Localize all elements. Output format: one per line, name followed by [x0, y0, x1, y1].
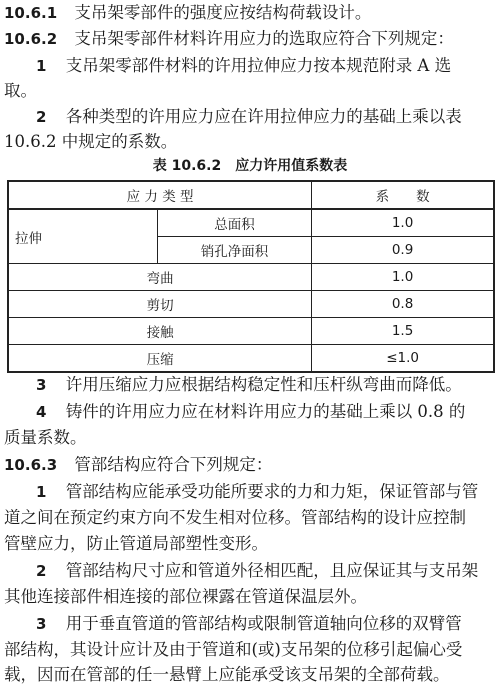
coef-value: ≤1.0 — [312, 345, 494, 373]
item-text: 许用压缩应力应根据结构稳定性和压杆纵弯曲而降低。 — [65, 375, 462, 394]
coef-value: 0.8 — [312, 291, 494, 318]
sub-label: 销孔净面积 — [157, 237, 311, 264]
clause-10-6-3-item-2-cont: 其他连接部件相连接的部位裸露在管道保温层外。 — [4, 587, 367, 606]
coef-value: 1.0 — [312, 264, 494, 291]
item-number: 2 — [36, 108, 47, 126]
coefficient-table — [7, 180, 495, 373]
clause-10-6-3-item-3-cont: 载，因而在管部的任一悬臂上应能承受该支吊架的全部荷载。 — [4, 665, 450, 684]
clause-10-6-3-item-1 — [36, 481, 500, 503]
item-text: 管部结构应能承受功能所要求的力和力矩，保证管部与管 — [65, 482, 479, 501]
clause-10-6-3 — [4, 454, 500, 476]
clause-10-6-2-item-1-cont: 取。 — [4, 81, 37, 100]
after-table-item-4-cont: 质量系数。 — [4, 428, 87, 447]
coef-value: 0.9 — [312, 237, 494, 264]
coef-value: 1.0 — [312, 209, 494, 237]
item-number: 4 — [36, 403, 47, 421]
clause-text: 管部结构应符合下列规定： — [74, 455, 273, 474]
table-caption: 表 10.6.2 应力许用值系数表 — [152, 158, 348, 174]
clause-10-6-3-item-1-cont: 道之间在预定约束方向不发生相对位移。管部结构的设计应控制 — [4, 508, 466, 527]
header-stress-type: 应 力 类 型 — [8, 181, 312, 209]
table-row — [8, 318, 494, 345]
clause-10-6-2 — [4, 28, 500, 50]
table-header-row — [8, 181, 494, 209]
clause-10-6-2-item-1 — [36, 55, 500, 77]
clause-number: 10.6.1 — [4, 4, 58, 22]
item-text: 各种类型的许用应力应在许用拉伸应力的基础上乘以表 — [65, 107, 462, 126]
clause-10-6-3-item-2 — [36, 560, 500, 582]
after-table-item-3 — [36, 374, 500, 396]
item-number: 1 — [36, 483, 47, 501]
item-text: 铸件的许用应力应在材料许用应力的基础上乘以 0.8 的 — [65, 402, 466, 421]
clause-10-6-2-item-2 — [36, 106, 500, 128]
item-number: 3 — [36, 615, 47, 633]
clause-10-6-3-item-3 — [36, 613, 500, 635]
row-label-tension: 拉伸 — [8, 209, 157, 264]
clause-10-6-3-item-3-cont: 部结构，其设计应计及由于管道和(或)支吊架的位移引起偏心受 — [4, 640, 463, 659]
table-row — [8, 345, 494, 373]
row-label: 压缩 — [8, 345, 312, 373]
row-label: 弯曲 — [8, 264, 312, 291]
after-table-item-4 — [36, 401, 500, 423]
clause-number: 10.6.3 — [4, 456, 58, 474]
clause-number: 10.6.2 — [4, 30, 58, 48]
row-label: 剪切 — [8, 291, 312, 318]
item-number: 1 — [36, 57, 47, 75]
row-label: 接触 — [8, 318, 312, 345]
item-number: 2 — [36, 562, 47, 580]
clause-text: 支吊架零部件的强度应按结构荷载设计。 — [74, 3, 372, 22]
sub-label: 总面积 — [157, 209, 311, 237]
table-row — [8, 209, 494, 237]
item-number: 3 — [36, 376, 47, 394]
item-text: 用于垂直管道的管部结构或限制管道轴向位移的双臂管 — [65, 614, 462, 633]
clause-10-6-3-item-1-cont: 管壁应力，防止管道局部塑性变形。 — [4, 534, 268, 553]
header-coefficient: 系 数 — [312, 181, 494, 209]
clause-text: 支吊架零部件材料许用应力的选取应符合下列规定： — [74, 29, 454, 48]
clause-10-6-1 — [4, 2, 500, 24]
item-text: 管部结构尺寸应和管道外径相匹配，且应保证其与支吊架 — [65, 561, 479, 580]
clause-10-6-2-item-2-cont: 10.6.2 中规定的系数。 — [4, 132, 178, 151]
item-text: 支吊架零部件材料的许用拉伸应力按本规范附录 A 选 — [65, 56, 452, 75]
coef-value: 1.5 — [312, 318, 494, 345]
table-row — [8, 264, 494, 291]
table-row — [8, 291, 494, 318]
